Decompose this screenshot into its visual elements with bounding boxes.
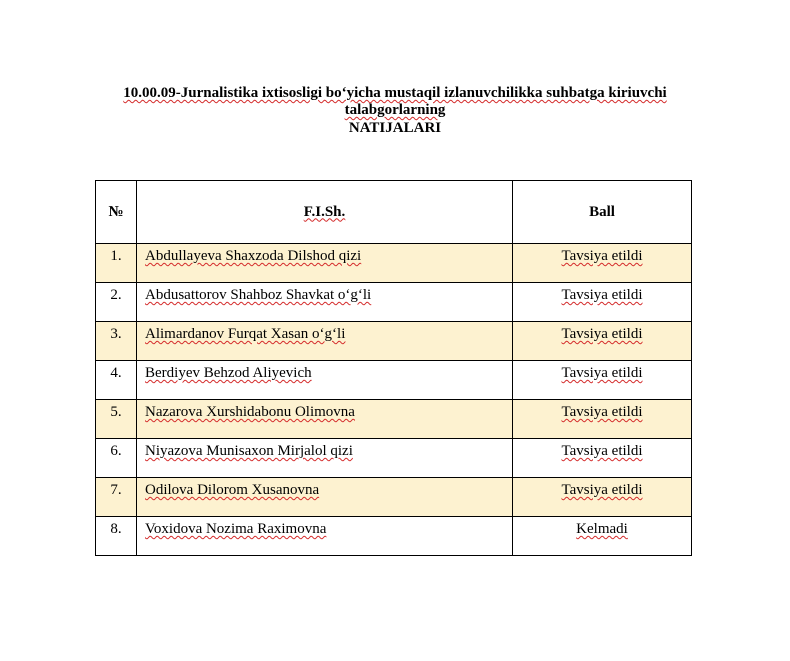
row-ball: Tavsiya etildi (513, 322, 692, 361)
table-row (96, 439, 692, 478)
row-name: Voxidova Nozima Raximovna (137, 517, 513, 556)
document-title-line3: NATIJALARI (348, 120, 442, 136)
row-name: Alimardanov Furqat Xasan o‘g‘li (137, 322, 513, 361)
row-name: Niyazova Munisaxon Mirjalol qizi (137, 439, 513, 478)
document-title-line2: talabgorlarning (344, 102, 446, 118)
row-name: Odilova Dilorom Xusanovna (137, 478, 513, 517)
row-ball: Tavsiya etildi (513, 478, 692, 517)
table-row (96, 244, 692, 283)
table-row (96, 400, 692, 439)
table-row (96, 517, 692, 556)
row-name: Nazarova Xurshidabonu Olimovna (137, 400, 513, 439)
row-ball: Tavsiya etildi (513, 439, 692, 478)
row-name: Berdiyev Behzod Aliyevich (137, 361, 513, 400)
table-row (96, 478, 692, 517)
row-number: 1. (96, 244, 137, 283)
header-number: № (96, 181, 137, 244)
row-number: 4. (96, 361, 137, 400)
row-number: 5. (96, 400, 137, 439)
row-name: Abdullayeva Shaxzoda Dilshod qizi (137, 244, 513, 283)
header-fish: F.I.Sh. (137, 181, 513, 244)
results-table (95, 180, 692, 556)
document-title-line1: 10.00.09-Jurnalistika ixtisosligi bo‘yicha mustaqil izlanuvchilikka suhbatga kiriuvchi (123, 85, 667, 101)
row-number: 8. (96, 517, 137, 556)
row-number: 7. (96, 478, 137, 517)
row-ball: Tavsiya etildi (513, 361, 692, 400)
header-ball: Ball (513, 181, 692, 244)
row-ball: Kelmadi (513, 517, 692, 556)
row-number: 2. (96, 283, 137, 322)
table-row (96, 322, 692, 361)
row-ball: Tavsiya etildi (513, 283, 692, 322)
row-name: Abdusattorov Shahboz Shavkat o‘g‘li (137, 283, 513, 322)
row-number: 3. (96, 322, 137, 361)
row-number: 6. (96, 439, 137, 478)
row-ball: Tavsiya etildi (513, 400, 692, 439)
table-row (96, 361, 692, 400)
table-header-row (96, 181, 692, 244)
row-ball: Tavsiya etildi (513, 244, 692, 283)
table-row (96, 283, 692, 322)
